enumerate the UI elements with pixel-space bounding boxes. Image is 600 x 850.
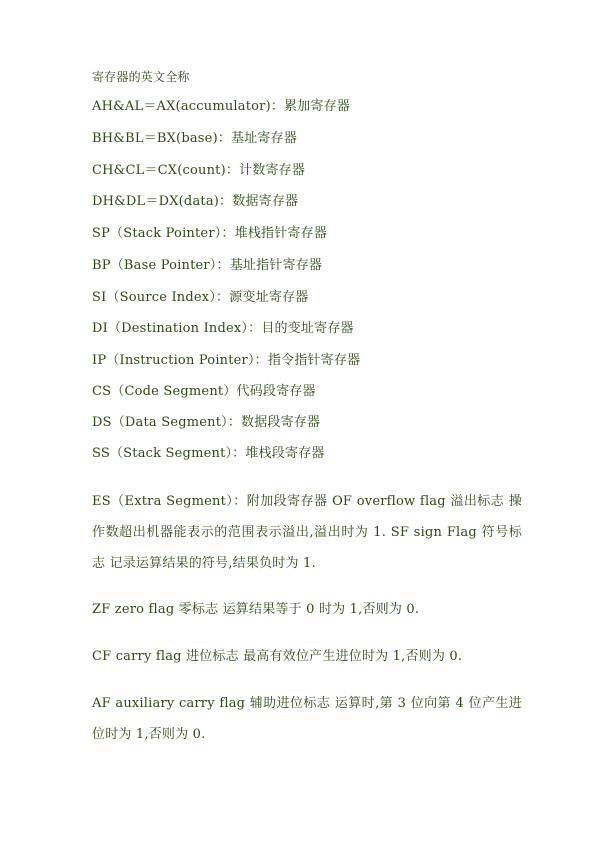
document-heading: 寄存器的英文全称 xyxy=(92,70,190,84)
register-line-di: DI（Destination Index）：目的变址寄存器 xyxy=(92,321,354,336)
register-line-cx: CH&CL＝CX(count)：计数寄存器 xyxy=(92,163,306,178)
register-line-cs: CS（Code Segment）代码段寄存器 xyxy=(92,384,316,399)
register-line-ax: AH&AL＝AX(accumulator)：累加寄存器 xyxy=(92,99,351,114)
register-line-bp: BP（Base Pointer）：基址指针寄存器 xyxy=(92,258,323,273)
flags-paragraph-af: AF auxiliary carry flag 辅助进位标志 运算时,第 3 位向第 4 位产生进位时为 1,否则为 0. xyxy=(92,696,522,742)
register-line-dx: DH&DL＝DX(data)：数据寄存器 xyxy=(92,194,299,209)
flags-paragraph-es-of-sf: ES（Extra Segment）：附加段寄存器 OF overflow flag 溢出标志 操作数超出机器能表示的范围表示溢出,溢出时为 1. SF sign Flag 符号标志 记录运算结果的符号,结果负时为 1. xyxy=(92,494,522,571)
register-line-sp: SP（Stack Pointer）：堆栈指针寄存器 xyxy=(92,226,328,241)
register-line-ds: DS（Data Segment）：数据段寄存器 xyxy=(92,415,321,430)
register-line-si: SI（Source Index）：源变址寄存器 xyxy=(92,290,309,305)
register-line-bx: BH&BL＝BX(base)：基址寄存器 xyxy=(92,131,298,146)
register-line-ip: IP（Instruction Pointer）：指令指针寄存器 xyxy=(92,353,361,368)
flags-paragraph-cf: CF carry flag 进位标志 最高有效位产生进位时为 1,否则为 0. xyxy=(92,649,463,664)
flags-paragraph-zf: ZF zero flag 零标志 运算结果等于 0 时为 1,否则为 0. xyxy=(92,602,420,617)
register-line-ss: SS（Stack Segment）：堆栈段寄存器 xyxy=(92,446,325,461)
